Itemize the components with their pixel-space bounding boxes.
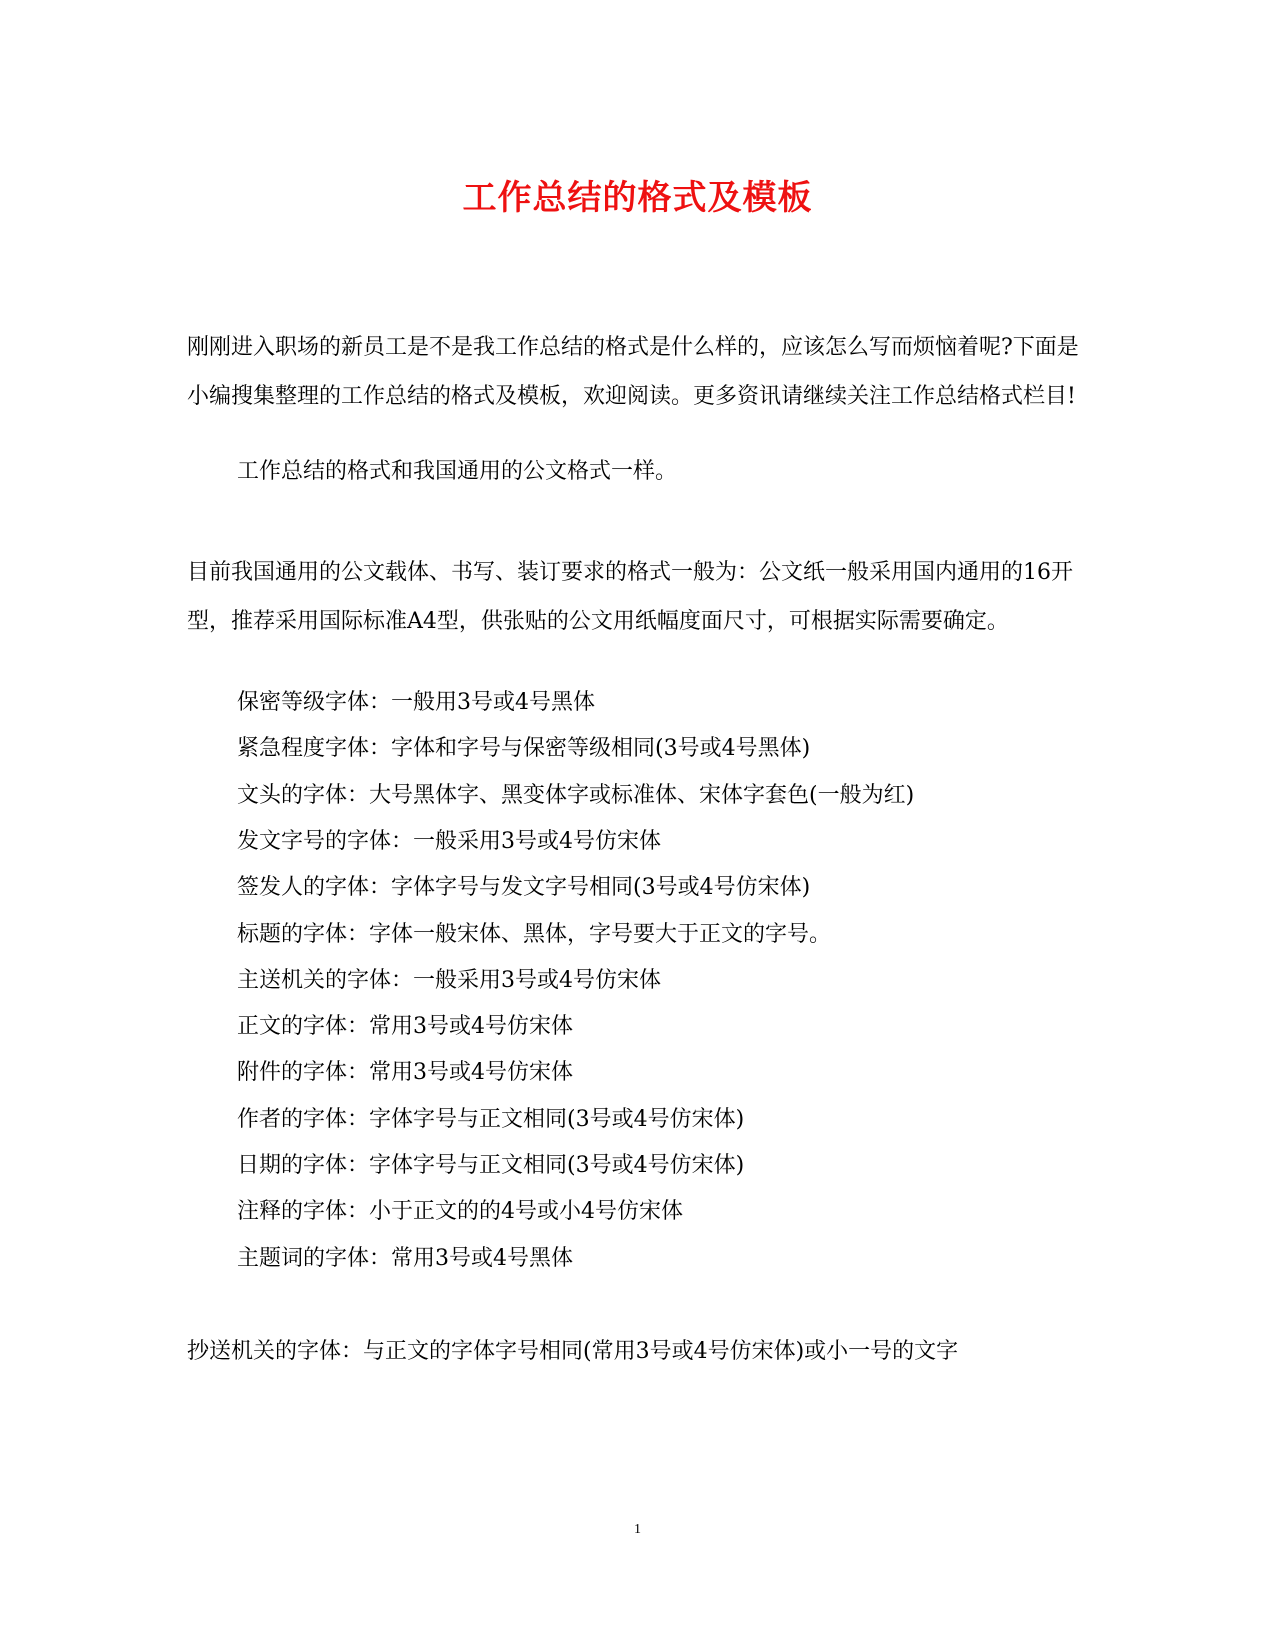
list-item: 正文的字体：常用3号或4号仿宋体 bbox=[237, 1014, 573, 1039]
list-item: 紧急程度字体：字体和字号与保密等级相同(3号或4号黑体) bbox=[237, 736, 811, 761]
list-item: 注释的字体：小于正文的的4号或小4号仿宋体 bbox=[237, 1199, 683, 1224]
paper-requirements-paragraph: 目前我国通用的公文载体、书写、装订要求的格式一般为：公文纸一般采用国内通用的16开型，推荐采用国际标准A4型，供张贴的公文用纸幅度面尺寸，可根据实际需要确定。 bbox=[187, 560, 1073, 634]
list-item: 发文字号的字体：一般采用3号或4号仿宋体 bbox=[237, 829, 661, 854]
list-item: 附件的字体：常用3号或4号仿宋体 bbox=[237, 1060, 573, 1085]
list-item: 文头的字体：大号黑体字、黑变体字或标准体、宋体字套色(一般为红) bbox=[237, 783, 915, 808]
list-item: 保密等级字体：一般用3号或4号黑体 bbox=[237, 690, 595, 715]
list-item: 日期的字体：字体字号与正文相同(3号或4号仿宋体) bbox=[237, 1153, 745, 1178]
list-item: 主送机关的字体：一般采用3号或4号仿宋体 bbox=[237, 968, 661, 993]
cc-rule: 抄送机关的字体：与正文的字体字号相同(常用3号或4号仿宋体)或小一号的文字 bbox=[187, 1339, 959, 1364]
list-item: 作者的字体：字体字号与正文相同(3号或4号仿宋体) bbox=[237, 1107, 745, 1132]
format-note: 工作总结的格式和我国通用的公文格式一样。 bbox=[237, 459, 678, 484]
page-number: 1 bbox=[634, 1522, 641, 1537]
list-item: 标题的字体：字体一般宋体、黑体，字号要大于正文的字号。 bbox=[237, 922, 832, 947]
list-item: 签发人的字体：字体字号与发文字号相同(3号或4号仿宋体) bbox=[237, 875, 811, 900]
document-title: 工作总结的格式及模板 bbox=[462, 178, 813, 218]
intro-paragraph: 刚刚进入职场的新员工是不是我工作总结的格式是什么样的，应该怎么写而烦恼着呢?下面是小编搜集整理的工作总结的格式及模板，欢迎阅读。更多资讯请继续关注工作总结格式栏目! bbox=[187, 335, 1079, 409]
list-item: 主题词的字体：常用3号或4号黑体 bbox=[237, 1246, 573, 1271]
